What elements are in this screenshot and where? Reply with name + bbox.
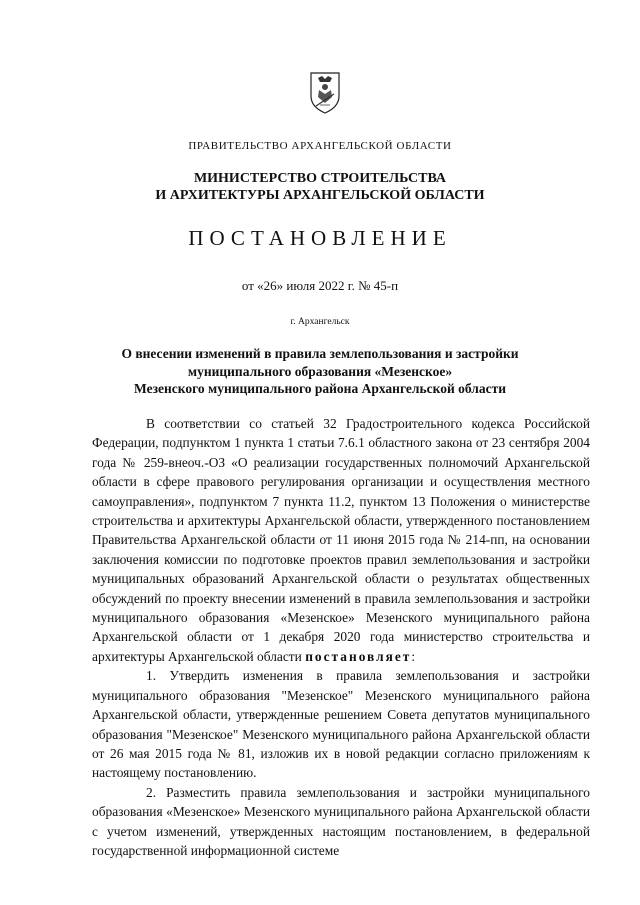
city-name: г. Архангельск — [290, 317, 350, 327]
ministry-name-line2: И АРХИТЕКТУРЫ АРХАНГЕЛЬСКОЙ ОБЛАСТИ — [155, 188, 485, 203]
document-title-line3: Мезенского муниципального района Архангельской области — [134, 381, 506, 396]
preamble-end: : — [411, 648, 416, 664]
preamble-text: В соответствии со статьей 32 Градостроительного кодекса Российской Федерации, подпунктом 1 пункта 1 статьи 7.6.1 областного закона от 23 сентября 2004 года № 259-внеоч.-ОЗ «О реализации государственных полномочий Архангельской области в сфере правового регулирования организации и осуществления местного самоуправления», подпунктом 7 пункта 11.2, пунктом 13 Положения о министерстве строительства и архитектуры Архангельской области, утвержденного постановлением Правительства Архангельской области от 11 июня 2015 года № 214-пп, на основании заключения комиссии по подготовке проектов правил землепользования и застройки муниципальных образований Архангельской области о результатах общественных обсуждений по проекту внесении изменений в правила землепользования и застройки муниципального образования «Мезенское» Мезенского муниципального района Архангельской области от 1 декабря 2020 года министерство строительства и архитектуры Архангельской области — [92, 416, 590, 664]
document-title-line1: О внесении изменений в правила землепользования и застройки — [121, 346, 519, 361]
document-title — [0, 345, 640, 398]
decree-heading: ПОСТАНОВЛЕНИЕ — [188, 226, 452, 250]
ministry-name — [0, 170, 640, 204]
document-title-line2: муниципального образования «Мезенское» — [187, 363, 453, 379]
decree-date-number: от «26» июля 2022 г. № 45-п — [241, 278, 399, 293]
clause-2-paragraph: 2. Разместить правила землепользования и застройки муниципального образования «Мезенское» Мезенского муниципального района Архангельской области с учетом изменений, утвержденных настоящим постановлением, в федеральной государственной информационной системе — [92, 784, 590, 858]
preamble-paragraph — [92, 414, 590, 666]
clause-1-paragraph: 1. Утвердить изменения в правила землепользования и застройки муниципального образования "Мезенское" Мезенского муниципального района Архангельской области, утвержденные решением Совета депутатов муниципального образования "Мезенское" Мезенского муниципального района Архангельской области от 26 мая 2015 года № 81, изложив их в новой редакции согласно приложениям к настоящему постановлению. — [92, 668, 590, 781]
coat-of-arms-emblem — [308, 70, 342, 114]
government-name: ПРАВИТЕЛЬСТВО АРХАНГЕЛЬСКОЙ ОБЛАСТИ — [188, 140, 452, 152]
decree-keyword: постановляет — [305, 648, 412, 664]
document-body — [92, 414, 590, 860]
ministry-name-line1: МИНИСТЕРСТВО СТРОИТЕЛЬСТВА — [193, 171, 447, 186]
